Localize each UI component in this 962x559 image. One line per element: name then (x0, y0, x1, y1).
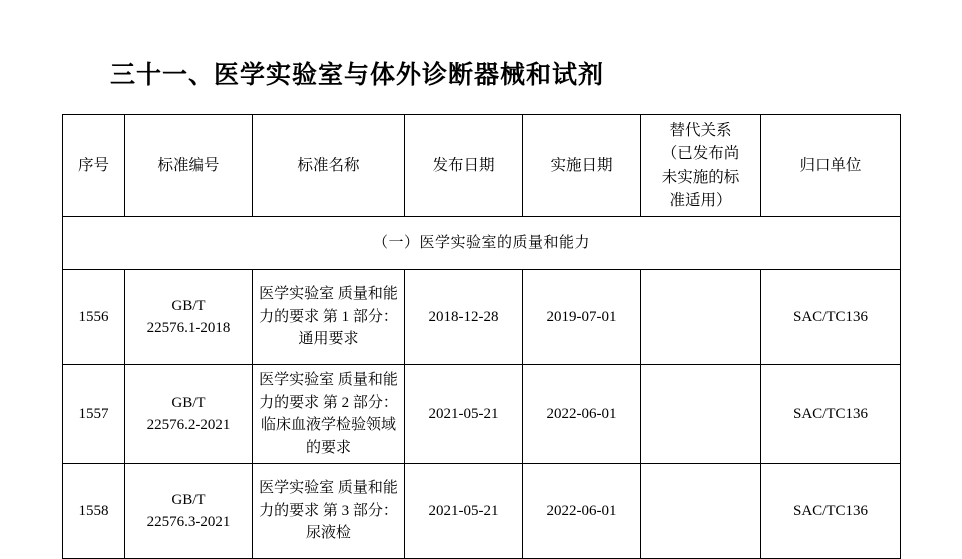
cell-replace-relation (641, 365, 761, 464)
section-heading-cell: （一）医学实验室的质量和能力 (63, 217, 901, 270)
cell-seq: 1558 (63, 464, 125, 559)
cell-seq: 1557 (63, 365, 125, 464)
cell-publish-date: 2021-05-21 (405, 365, 523, 464)
header-cell-replace-relation (641, 115, 761, 217)
header-replace-line-3: 未实施的标 (661, 168, 740, 186)
header-cell-implement-date: 实施日期 (523, 115, 641, 217)
cell-code (125, 365, 253, 464)
cell-publish-date: 2021-05-21 (405, 464, 523, 559)
cell-code-line-1: GB/T (171, 491, 206, 508)
cell-implement-date: 2022-06-01 (523, 464, 641, 559)
header-cell-publish-date: 发布日期 (405, 115, 523, 217)
cell-name: 医学实验室 质量和能力的要求 第 1 部分：通用要求 (253, 270, 405, 365)
cell-code-line-1: GB/T (171, 394, 206, 411)
cell-code (125, 464, 253, 559)
cell-publish-date: 2018-12-28 (405, 270, 523, 365)
cell-implement-date: 2022-06-01 (523, 365, 641, 464)
table-body (63, 217, 901, 559)
header-cell-seq: 序号 (63, 115, 125, 217)
header-cell-code: 标准编号 (125, 115, 253, 217)
table-header (63, 115, 901, 217)
cell-code-line-2: 22576.2-2021 (146, 417, 231, 433)
header-cell-organization: 归口单位 (761, 115, 901, 217)
cell-replace-relation (641, 270, 761, 365)
header-cell-name: 标准名称 (253, 115, 405, 217)
header-replace-line-4: 准适用） (669, 191, 732, 209)
header-replace-line-1: 替代关系 (669, 122, 732, 139)
cell-replace-relation (641, 464, 761, 559)
cell-code (125, 270, 253, 365)
page-title: 三十一、医学实验室与体外诊断器械和试剂 (110, 62, 605, 89)
header-row (63, 115, 901, 217)
standards-table (62, 114, 901, 559)
cell-name: 医学实验室 质量和能力的要求 第 2 部分：临床血液学检验领域的要求 (253, 365, 405, 464)
section-heading-row (63, 217, 901, 270)
table-row (63, 365, 901, 464)
table-row (63, 270, 901, 365)
header-replace-line-2: （已发布尚 (661, 145, 740, 163)
cell-organization: SAC/TC136 (761, 464, 901, 559)
cell-code-line-2: 22576.1-2018 (146, 320, 231, 336)
cell-seq: 1556 (63, 270, 125, 365)
standards-table-wrapper (62, 114, 900, 559)
cell-organization: SAC/TC136 (761, 270, 901, 365)
cell-name: 医学实验室 质量和能力的要求 第 3 部分：尿液检 (253, 464, 405, 559)
table-row (63, 464, 901, 559)
cell-implement-date: 2019-07-01 (523, 270, 641, 365)
cell-code-line-2: 22576.3-2021 (146, 514, 231, 530)
cell-code-line-1: GB/T (171, 297, 206, 314)
cell-organization: SAC/TC136 (761, 365, 901, 464)
